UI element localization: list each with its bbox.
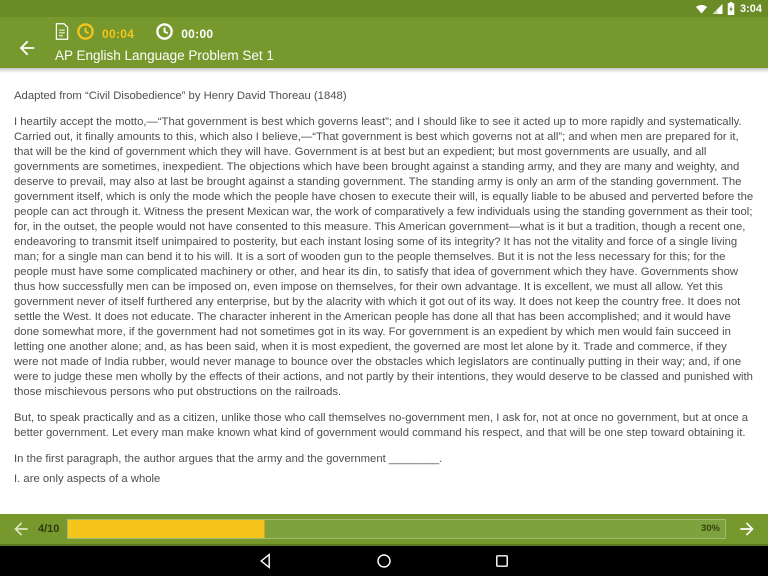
battery-charging-icon — [727, 2, 735, 15]
back-arrow-icon[interactable] — [16, 37, 40, 61]
clock-icon-white — [155, 22, 174, 46]
question-timer: 00:00 — [181, 27, 214, 41]
passage-paragraph-1: I heartily accept the motto,—“That government is best which governs least”; and I should like to see it acted up to more rapidly and systematically. Carried out, it finally amounts to this, which also I believe,—“That government is best which governs not at all”; and when men are prepared for it, that will be the kind of government which they will have. Government is at best but an expedient; but most governments are usually, and all governments are sometimes, inexpedient. The objections which have been brought against a standing army, and they are many and weighty, and deserve to prevail, may also at last be brought against a standing government. The standing army is only an arm of the standing government. The government itself, which is only the mode which the people have chosen to execute their will, is equally liable to be abused and perverted before the people can act through it. Witness the present Mexican war, the work of comparatively a few individuals using the standing government as their tool; for, in the outset, the people would not have consented to this measure. This American government—what is it but a tradition, though a recent one, endeavoring to transmit itself unimpaired to posterity, but each instant losing some of its integrity? It has not the vitality and force of a single living man; for a single man can bend it to his will. It is a sort of wooden gun to the people themselves. But it is not the less necessary for this; for the people must have some complicated machinery or other, and hear its din, to satisfy that idea of government which they have. Governments show thus how successfully men can be imposed on, even impose on themselves, for their own advantage. It is excellent, we must all allow. Yet this government never of itself furthered any enterprise, but by the alacrity with which it got out of its way. It does not keep the country free. It does not settle the West. It does not educate. The character inherent in the American people has done all that has been accomplished; and it would have done somewhat more, if the government had not sometimes got in its way. For government is an expedient by which men would fain succeed in letting one another alone; and, as has been said, when it is most expedient, the governed are most let alone by it. Trade and commerce, if they were not made of India rubber, would never manage to bounce over the obstacles which legislators are continually putting in their way; and, if one were to judge these men wholly by the effects of their actions, and not partly by their intentions, they would deserve to be classed and punished with those mischievous persons who put obstructions on the railroads. — [14, 116, 754, 398]
page-title: AP English Language Problem Set 1 — [55, 48, 274, 63]
answer-option-partial[interactable]: I. are only aspects of a whole — [14, 473, 161, 485]
next-arrow-icon[interactable] — [736, 518, 758, 540]
cell-signal-icon — [711, 3, 724, 15]
document-icon[interactable] — [55, 23, 69, 45]
android-home-icon[interactable] — [366, 550, 402, 572]
passage-paragraph-2: But, to speak practically and as a citizen, unlike those who call themselves no-government men, I ask for, not at once no government, but at once a better government. Let every man make known what kind of government would command his respect, and that will be one step toward obtaining it. — [14, 412, 749, 439]
progress-bar[interactable] — [67, 519, 726, 539]
wifi-icon — [695, 3, 708, 15]
status-bar — [0, 0, 768, 17]
timer-row — [55, 21, 213, 47]
bottom-bar — [0, 514, 768, 546]
status-time: 3:04 — [739, 2, 762, 15]
prev-arrow-icon[interactable] — [10, 518, 32, 540]
question-position: 4/10 — [38, 523, 60, 535]
android-recents-icon[interactable] — [484, 550, 520, 572]
app-bar — [0, 17, 768, 68]
question-text: In the first paragraph, the author argues that the army and the government ________. — [14, 453, 443, 465]
progress-percent: 30% — [700, 523, 720, 534]
passage-attribution: Adapted from “Civil Disobedience” by Henry David Thoreau (1848) — [14, 90, 347, 102]
android-back-icon[interactable] — [248, 550, 284, 572]
passage-content[interactable] — [0, 68, 768, 514]
clock-icon-yellow — [76, 22, 95, 46]
progress-fill — [68, 520, 265, 538]
android-nav-bar — [0, 546, 768, 576]
elapsed-timer: 00:04 — [102, 27, 135, 41]
